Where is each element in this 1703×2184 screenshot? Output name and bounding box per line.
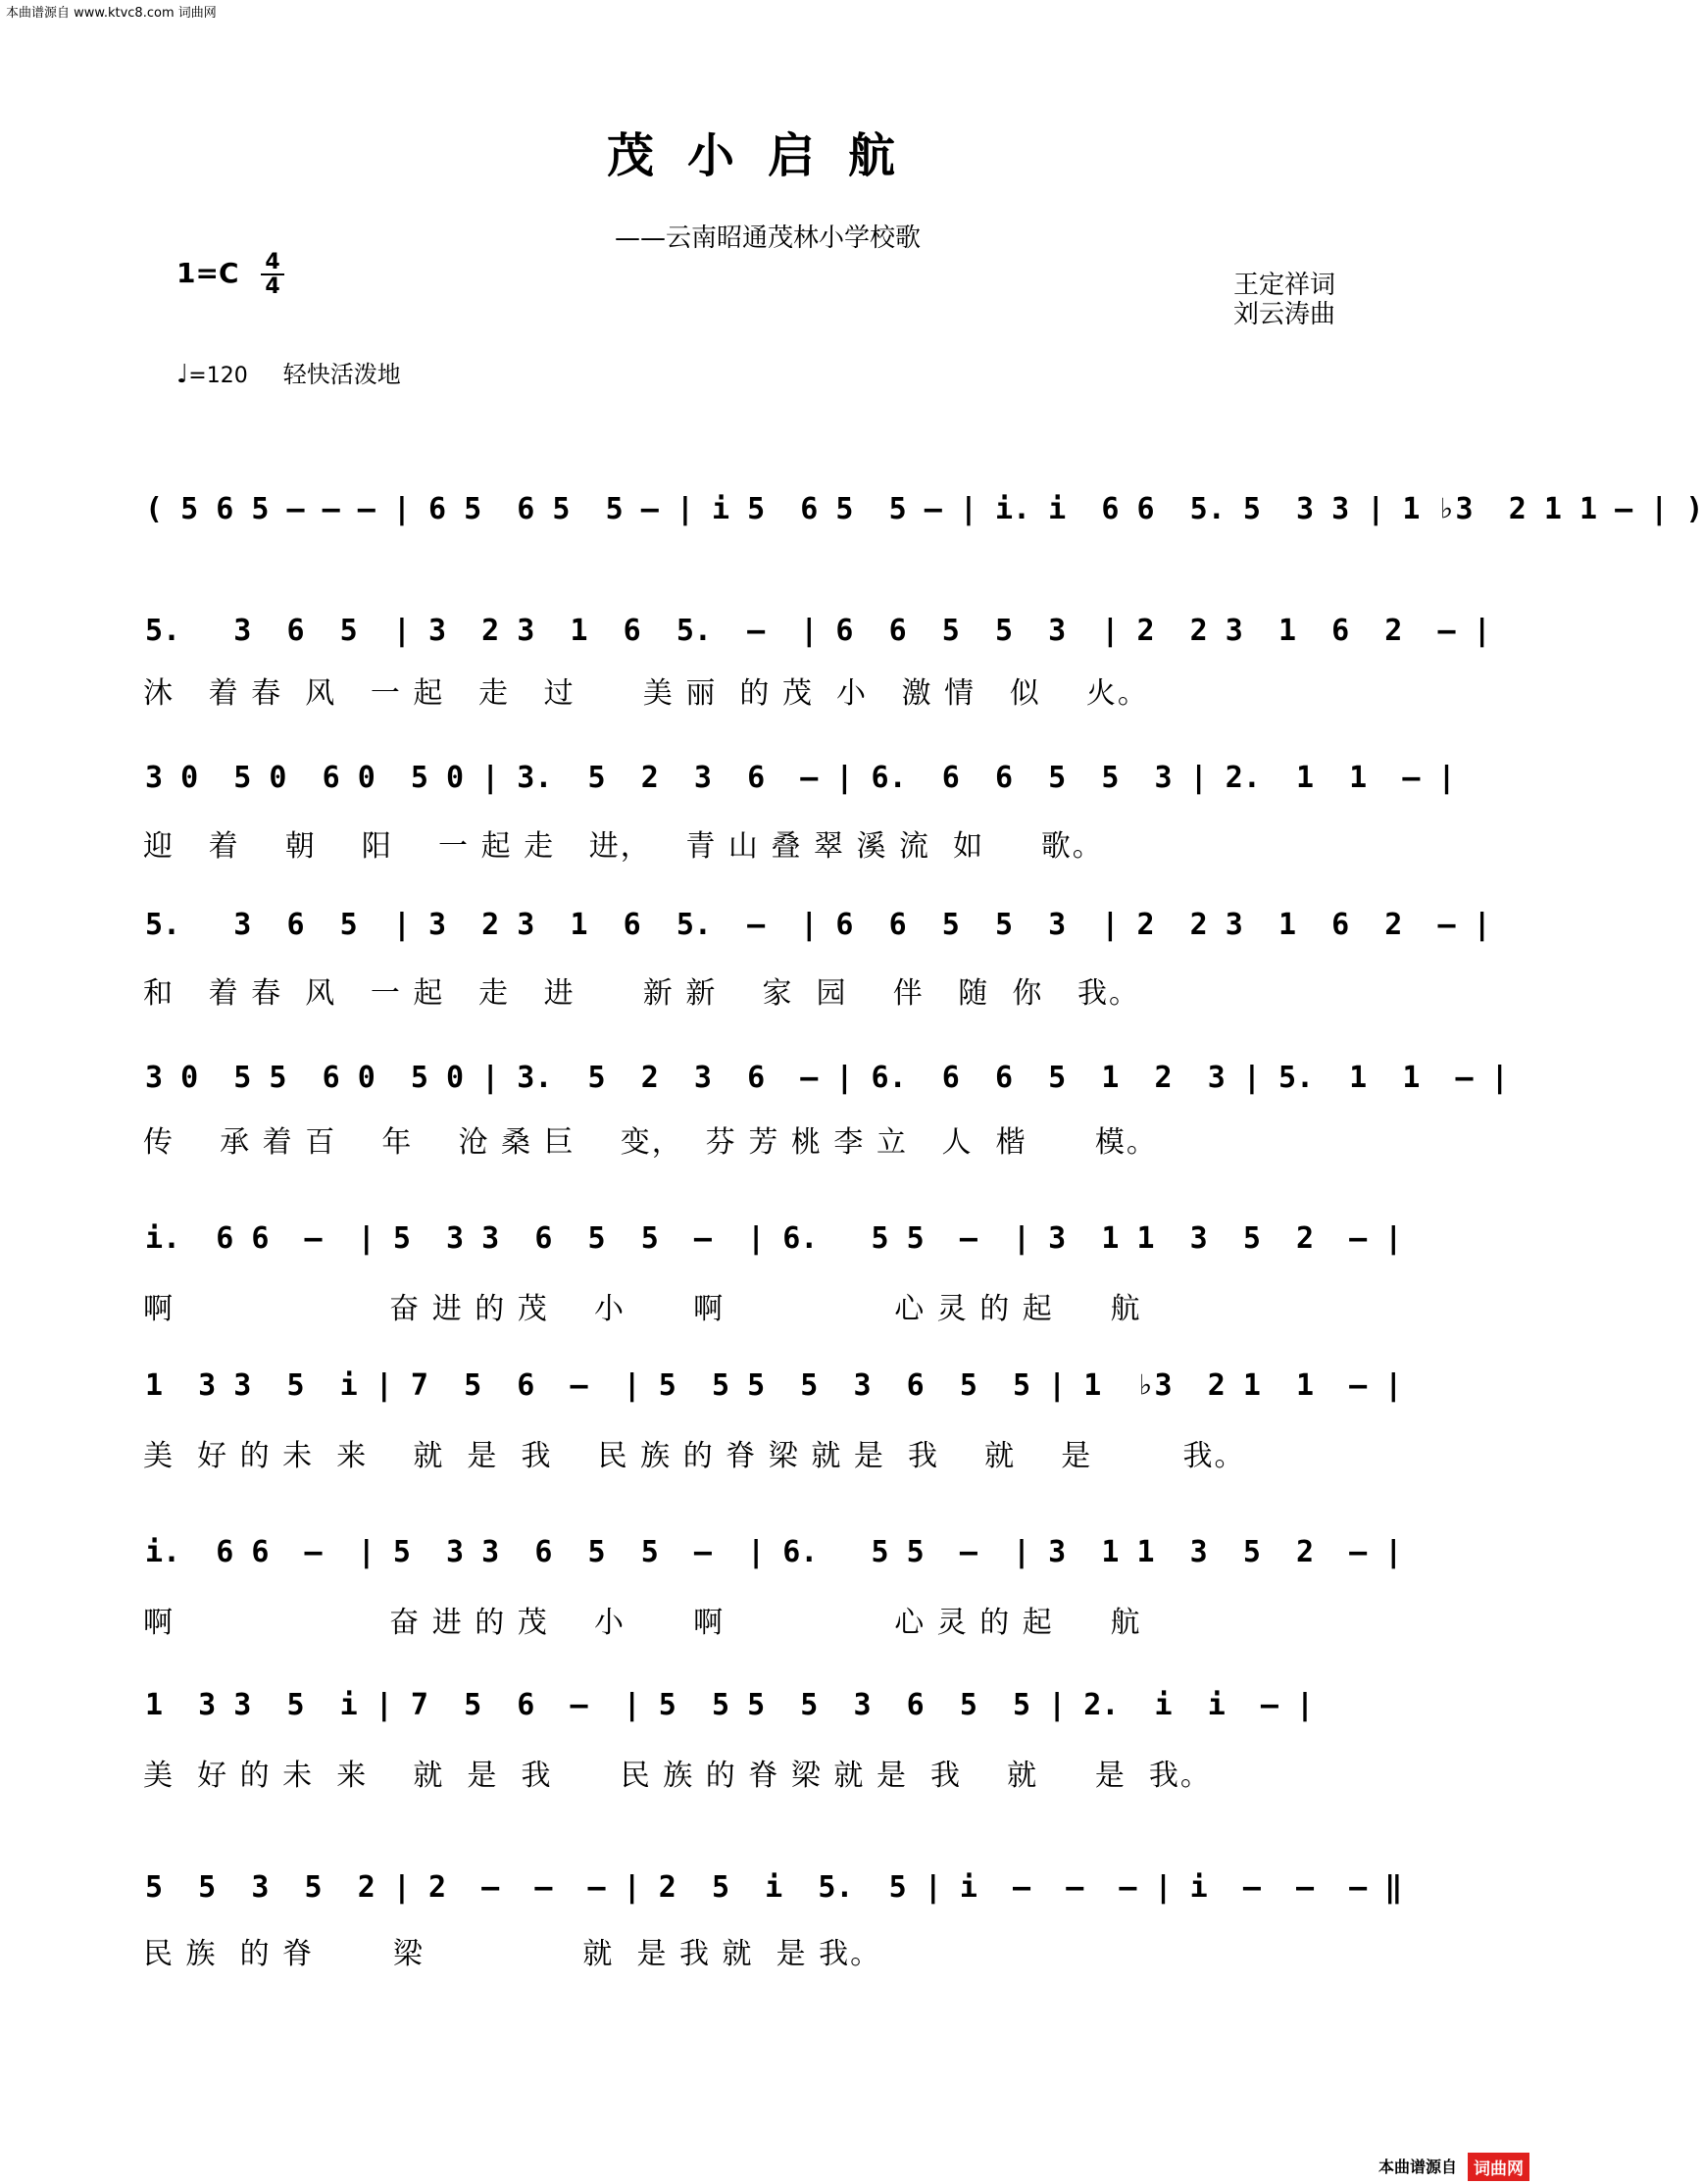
- notation-line-4: 3 0 5 5 6 0 5 0 | 3. 5 2 3 6 – | 6. 6 6 5 1 2 3 | 5. 1 1 – |: [145, 1061, 1509, 1095]
- notation-line-5: i. 6 6 – | 5 3 3 6 5 5 – | 6. 5 5 – | 3 1 1 3 5 2 – |: [145, 1221, 1403, 1256]
- notation-line-6: 1 3 3 5 i | 7 5 6 – | 5 5 5 5 3 6 5 5 | 1 ♭3 2 1 1 – |: [145, 1368, 1403, 1403]
- composer-credit: 刘云涛曲: [1233, 300, 1336, 329]
- notation-line-9: 5 5 3 5 2 | 2 – – – | 2 5 i 5. 5 | i – – – | i – – – ‖: [145, 1870, 1403, 1905]
- tempo-bpm: =120: [188, 364, 248, 388]
- key-signature: 1=C: [176, 257, 239, 289]
- lyric-line-6: 美 好 的 未 来 就 是 我 民 族 的 脊 梁 就 是 我 就 是 我。: [143, 1439, 1246, 1473]
- time-signature-top: 4: [265, 250, 280, 274]
- notation-line-1: 5. 3 6 5 | 3 2 3 1 6 5. – | 6 6 5 5 3 | 2 2 3 1 6 2 – |: [145, 614, 1491, 648]
- footer-source-text: 本曲谱源自: [1377, 2158, 1457, 2176]
- lyric-line-2: 迎 着 朝 阳 一 起 走 进， 青 山 叠 翠 溪 流 如 歌。: [143, 829, 1104, 864]
- lyric-line-4: 传 承 着 百 年 沧 桑 巨 变， 芬 芳 桃 李 立 人 楷 模。: [143, 1125, 1158, 1160]
- lyric-line-1: 沐 着 春 风 一 起 走 过 美 丽 的 茂 小 激 情 似 火。: [143, 676, 1149, 711]
- song-subtitle: ——云南昭通茂林小学校歌: [614, 223, 921, 253]
- time-signature-bottom: 4: [261, 273, 284, 298]
- song-title: 茂小启航: [606, 128, 928, 183]
- notation-line-intro: ( 5 6 5 – – – | 6 5 6 5 5 – | i 5 6 5 5 – | i. i 6 6 5. 5 3 3 | 1 ♭3 2 1 1 – | ): [145, 492, 1703, 526]
- notation-line-7: i. 6 6 – | 5 3 3 6 5 5 – | 6. 5 5 – | 3 1 1 3 5 2 – |: [145, 1535, 1403, 1569]
- tempo-expression: 轻快活泼地: [282, 361, 401, 388]
- notation-line-8: 1 3 3 5 i | 7 5 6 – | 5 5 5 5 3 6 5 5 | 2. i i – |: [145, 1688, 1315, 1722]
- lyricist-credit: 王定祥词: [1233, 271, 1336, 300]
- notation-line-3: 5. 3 6 5 | 3 2 3 1 6 5. – | 6 6 5 5 3 | 2 2 3 1 6 2 – |: [145, 908, 1491, 942]
- tempo-marking: [176, 355, 401, 389]
- footer-brand-logo: 词曲网: [1468, 2153, 1529, 2181]
- lyric-line-9: 民 族 的 脊 梁 就 是 我 就 是 我。: [143, 1937, 882, 1971]
- lyric-line-3: 和 着 春 风 一 起 走 进 新 新 家 园 伴 随 你 我。: [143, 976, 1140, 1011]
- notation-line-2: 3 0 5 0 6 0 5 0 | 3. 5 2 3 6 – | 6. 6 6 5 5 3 | 2. 1 1 – |: [145, 761, 1456, 795]
- quarter-note-icon: ♩: [176, 360, 189, 389]
- time-signature: [261, 251, 284, 298]
- site-header-text: 本曲谱源自 www.ktvc8.com 词曲网: [6, 6, 217, 21]
- lyric-line-7: 啊 奋 进 的 茂 小 啊 心 灵 的 起 航: [143, 1606, 1142, 1640]
- lyric-line-5: 啊 奋 进 的 茂 小 啊 心 灵 的 起 航: [143, 1292, 1142, 1326]
- lyric-line-8: 美 好 的 未 来 就 是 我 民 族 的 脊 梁 就 是 我 就 是 我。: [143, 1759, 1212, 1793]
